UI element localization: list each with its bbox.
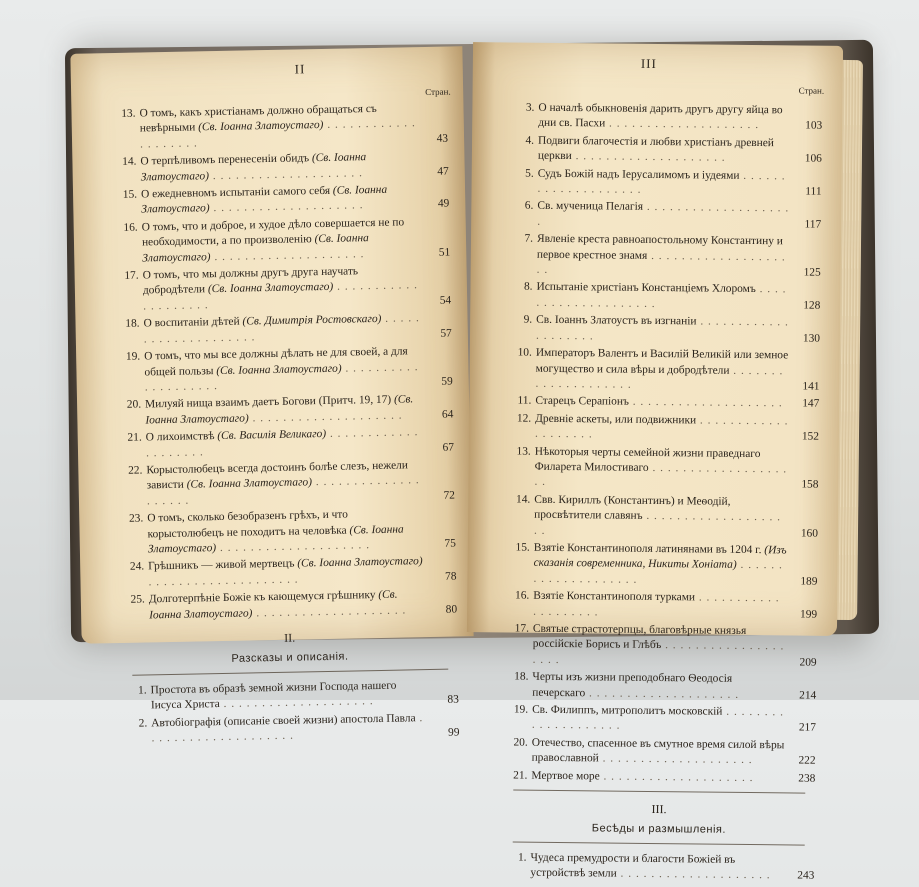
toc-entry [507,394,819,413]
toc-entry [510,100,822,134]
toc-entry-title-block [146,458,425,510]
left-entry-list [111,101,457,624]
toc-entry-title-block [538,101,792,134]
toc-entry-author: (Св. Іоанна Златоустаго) [186,476,313,492]
right-page [467,42,843,883]
toc-entry-number: 9. [523,313,533,326]
right-section-entry-list [502,850,814,884]
toc-entry-title: Автобіографія (описаніе своей жизни) апостола Павла [151,712,416,730]
toc-entry-author: (Св. Василія Великаго) [217,428,327,443]
toc-entry-page: 72 [443,489,456,502]
toc-entry [505,621,817,670]
toc-entry-title-block [532,703,786,736]
toc-entry-title-block [149,587,428,623]
toc-entry-number: 13. [121,107,136,120]
toc-entry-number: 17. [514,622,530,635]
toc-entry-number: 18. [125,317,140,331]
toc-entry-title-block [535,346,789,395]
toc-entry-page: 117 [804,218,822,231]
toc-entry-title: О томъ, сколько безобразенъ грѣхъ, и что корыстолюбецъ не походитъ на человѣка [147,508,348,540]
toc-entry [502,850,814,884]
left-section-title: Разсказы и описанія. [231,650,349,665]
toc-entry-page: 111 [805,185,822,198]
toc-entry-title: О началѣ обыкновенія дарить другъ другу яйца во дни св. Пасхи [538,101,783,130]
right-entry-list [503,100,822,786]
right-page-contents [502,100,822,886]
toc-entry-title-block [148,554,427,590]
toc-entry-page: 214 [799,689,817,702]
toc-entry-page: 64 [441,408,454,421]
toc-entry-number: 10. [517,346,532,359]
toc-entry-title-block [535,394,789,412]
toc-entry-title: Долготерпѣніе Божіе къ кающемуся грѣшнику [148,589,376,606]
toc-entry-title: Черты изъ жизни преподобнаго Ѳеодосія печерскаго [532,670,733,699]
toc-entry-number: 1. [517,851,527,864]
toc-entry-author: (Св. Димитрія Ростовскаго) [242,313,382,328]
toc-entry [510,133,822,167]
toc-entry [504,702,816,736]
toc-entry-title-block [141,182,420,218]
toc-entry-page: 57 [440,327,452,340]
toc-entry-page: 189 [800,575,818,588]
toc-entry-title-block [139,101,418,153]
toc-entry-number: 4. [525,134,535,147]
toc-entry-page: 147 [802,397,820,411]
toc-entry-title-block [536,280,790,313]
toc-entry-page: 243 [797,869,815,883]
toc-entry-page: 152 [801,430,820,443]
toc-entry-number: 7. [524,232,534,245]
toc-entry-title-block [142,215,421,267]
toc-entry [117,392,454,429]
right-section-rule [513,842,805,846]
toc-entry-page: 80 [445,603,458,616]
toc-entry [509,232,821,281]
toc-entry-page: 75 [444,537,456,550]
left-section-entry-list [122,677,459,747]
toc-entry [123,710,460,747]
toc-entry-title: Святые страстотерпцы, благовѣрные князья россійскіе Борисъ и Глѣбъ [532,622,747,652]
toc-entry-number: 13. [516,445,531,458]
toc-entry [509,199,821,233]
toc-entry-author: (Св. Іоанна Златоустаго) [142,232,369,265]
toc-entry-number: 20. [513,736,528,749]
toc-entry-page: 83 [447,693,459,707]
toc-entry-number: 16. [514,589,530,602]
toc-entry-title-block [150,678,429,714]
toc-entry-page: 217 [798,721,816,735]
toc-entry-page: 160 [800,527,819,540]
toc-entry-page: 78 [444,570,457,583]
toc-entry [113,182,450,219]
toc-entry-page: 141 [802,380,820,393]
toc-entry-title-block [532,736,786,769]
toc-entry-page: 67 [442,441,455,454]
right-page-column-label: Стран. [798,85,825,96]
toc-entry-page: 54 [439,294,452,307]
toc-entry-title-block [531,768,785,786]
toc-entry-title: Корыстолюбецъ всегда достоинъ болѣе слезъ, нежели зависти [146,459,408,492]
toc-entry-number: 21. [513,769,528,782]
toc-entry-number: 24. [129,560,145,574]
toc-entry-page: 222 [798,754,816,767]
toc-entry [114,214,451,267]
toc-entry-number: 23. [128,512,144,525]
toc-entry [508,313,820,347]
toc-entry-title: О томъ, что мы должны другъ друга научать добродѣтели [142,265,359,297]
toc-entry [118,425,455,462]
toc-entry-title: Древніе аскеты, или подвижники [535,412,697,427]
toc-entry-page: 199 [799,608,818,621]
toc-entry-title: Старецъ Серапіонъ [535,395,629,409]
toc-entry-author: (Св. Іоанна Златоустаго) [297,555,423,570]
toc-entry-title-block [144,344,423,396]
toc-entry [116,344,453,397]
toc-entry-page: 128 [803,299,821,312]
toc-entry-number: 2. [138,717,148,730]
toc-entry-author: (Св. Іоанна Златоустаго) [145,393,414,427]
toc-entry-number: 8. [523,281,533,294]
left-page-folio: II [294,61,306,77]
toc-entry-number: 11. [517,394,532,408]
toc-entry-page: 238 [798,772,816,785]
toc-entry-title-block [146,425,425,461]
toc-entry-author: (Св. Іоанна Златоустаго) [141,183,388,216]
toc-entry [505,540,817,589]
toc-entry [111,101,448,154]
toc-entry-author: (Изъ сказанія современника, Никиты Хоніата) [533,544,787,572]
toc-entry-author: (Св. Іоанна Златоустаго) [149,588,398,622]
toc-entry-title-block [538,134,792,167]
toc-entry-title: Отечество, спасенное въ смутное время силой вѣры православной [531,736,785,765]
left-page-contents [111,101,459,750]
toc-entry-number: 22. [128,464,143,477]
toc-entry-title: Испытаніе христіанъ Констанціемъ Хлоромъ [536,281,756,296]
toc-entry-title-block [143,263,422,315]
toc-entry-number: 15. [122,188,138,201]
toc-entry-page: 130 [802,332,821,345]
toc-entry-number: 14. [122,155,137,169]
toc-entry [505,589,817,623]
toc-entry-title: Взятіе Константинополя латинянами въ 1204 г. [533,541,762,557]
toc-entry [503,768,815,787]
toc-entry-number: 18. [514,670,529,683]
toc-entry-author: (Св. Іоанна Златоустаго) [198,119,324,134]
toc-entry-title: О томъ, что мы все должны дѣлать не для своей, а для общей пользы [144,345,408,378]
toc-entry-number: 14. [516,493,531,506]
toc-entry-page: 103 [805,119,823,133]
toc-entry-page: 49 [437,198,450,211]
toc-entry-title-block [537,232,791,281]
toc-entry-title: Императоръ Валентъ и Василій Великій или земное могущество и сила вѣры и добродѣтели [535,346,789,377]
toc-entry-number: 20. [126,398,142,412]
toc-entry-page: 106 [804,152,822,165]
toc-entry [112,149,449,186]
toc-entry-title: Милуяй нища взаимъ даетъ Богови (Притч. 19, 17) [145,394,392,411]
toc-entry-title-block [533,622,787,671]
right-section-title: Бесѣды и размышленія. [591,822,727,836]
toc-entry-number: 6. [524,200,534,213]
left-section-numeral: II. [283,630,296,645]
toc-entry-title-block [536,313,790,346]
toc-entry-title-block [151,711,430,747]
toc-entry-number: 25. [130,593,145,606]
toc-entry-title-block [140,149,419,185]
toc-entry-author: (Св. Іоанна Златоустаго) [140,151,367,184]
toc-entry-page: 59 [441,375,453,388]
left-page-column-label: Стран. [425,86,451,98]
toc-entry-title-block [533,589,787,622]
toc-entry-title: Явленіе креста равноапостольному Константину и первое крестное знамя [536,233,783,262]
toc-entry-number: 12. [516,412,532,425]
toc-entry-page: 51 [438,246,451,259]
toc-entry-number: 19. [513,703,529,716]
toc-entry [504,670,816,704]
left-section-rule [132,669,448,676]
toc-entry [119,506,456,559]
right-page-folio: III [640,55,657,72]
toc-entry-title: Грѣшникъ — живой мертвецъ [148,557,295,573]
toc-entry [118,457,455,510]
toc-entry-title: Мертвое море [531,769,600,783]
toc-entry-title: О ежедневномъ испытаніи самого себя [140,184,331,201]
toc-entry-title: О томъ, что и доброе, и худое дѣло совершается не по необходимости, а по произволенію [141,216,405,249]
toc-entry [507,346,819,395]
toc-entry [504,735,816,769]
toc-entry-page: 209 [799,656,817,669]
toc-entry-author: (Св. Іоанна Златоустаго) [147,523,404,556]
toc-entry-title-block [533,541,787,590]
toc-entry-author: (Св. Іоанна Златоустаго) [216,362,342,377]
right-section-top-rule [513,790,805,794]
toc-entry-title-block [537,199,791,232]
toc-entry [120,554,457,591]
toc-entry-title: Нѣкоторыя черты семейной жизни праведнаго Филарета Милостиваго [534,445,761,474]
toc-entry-page: 125 [803,266,821,279]
toc-entry-number: 19. [125,350,141,363]
toc-entry-title-block [532,670,786,703]
toc-entry-title: Св. Іоаннъ Златоустъ въ изгнаніи [536,314,697,328]
left-page [70,46,473,739]
toc-entry-title-block [147,506,426,558]
toc-entry-title-block [143,311,422,347]
toc-entry-title-block [535,411,789,444]
toc-entry-title: О лихоимствѣ [145,430,215,444]
toc-entry-title: Простота въ образѣ земной жизни Господа нашего Іисуса Христа [150,679,397,712]
toc-entry-page: 99 [447,726,460,739]
toc-entry-title-block [534,444,788,493]
toc-entry-number: 21. [127,431,142,444]
toc-entry-number: 1. [137,684,147,697]
toc-entry [508,280,820,314]
toc-entry [121,587,458,624]
toc-entry [507,411,819,445]
toc-entry [509,166,821,200]
toc-entry [115,311,452,348]
right-section-numeral: III. [651,802,667,817]
toc-entry-number: 15. [515,541,530,554]
toc-entry [122,677,459,714]
toc-entry-title: О томъ, какъ христіанамъ должно обращаться съ невѣрными [139,102,377,135]
toc-entry-title-block [145,392,424,428]
toc-entry [506,444,818,493]
toc-entry-page: 43 [436,132,449,145]
toc-entry-number: 5. [525,167,534,180]
toc-entry-title: Св. Филиппъ, митрополитъ московскій [532,703,723,718]
toc-entry-title: О воспитаніи дѣтей [143,315,240,330]
toc-entry-title: Подвиги благочестія и любви христіанъ древней церкви [537,134,774,163]
toc-entry-number: 3. [525,101,535,114]
toc-entry-page: 158 [801,478,819,492]
toc-entry-title-block [534,492,788,541]
toc-entry-title: Взятіе Константинополя турками [533,589,696,604]
toc-entry-number: 16. [123,221,138,234]
toc-entry-title-block [537,166,791,199]
toc-entry-title: Чудеса премудрости и благости Божіей въ устройствѣ земли [530,851,736,881]
toc-entry-title-block [530,851,784,884]
toc-entry-title: О терпѣливомъ перенесеніи обидъ [140,152,310,168]
toc-entry-page: 47 [437,165,449,178]
toc-entry-title: Свв. Кириллъ (Константинъ) и Меѳодій, просвѣтители славянъ [534,493,731,523]
toc-entry-author: (Св. Іоанна Златоустаго) [207,281,334,296]
toc-entry-title: Судъ Божій надъ Іерусалимомъ и іудеями [537,167,740,182]
toc-entry [115,263,452,316]
toc-entry-title: Св. мученица Пелагія [537,200,644,214]
toc-entry-number: 17. [124,269,139,282]
toc-entry [506,492,818,541]
